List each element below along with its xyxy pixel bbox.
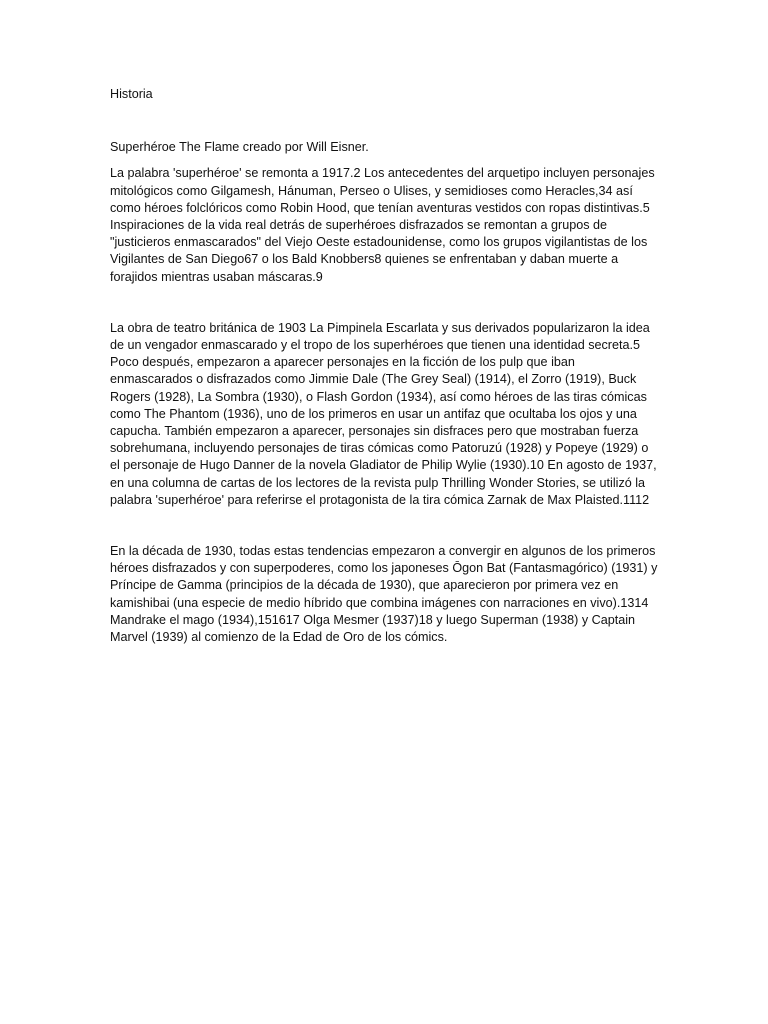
document-body xyxy=(110,86,658,646)
section-heading: Historia xyxy=(110,87,153,101)
paragraph-3: En la década de 1930, todas estas tendencias empezaron a convergir en algunos de los primeros héroes disfrazados y con superpoderes, como los japoneses Ōgon Bat (Fantasmagórico) (1931) y Príncipe de Gamma (principios de la década de 1930), que aparecieron por primera vez en kamishibai (una especie de medio híbrido que combina imágenes con narraciones en vivo).1314 Mandrake el mago (1934),151617 Olga Mesmer (1937)18 y luego Superman (1938) y Captain Marvel (1939) al comienzo de la Edad de Oro de los cómics. xyxy=(110,544,658,645)
paragraph-1: La palabra 'superhéroe' se remonta a 1917.2 Los antecedentes del arquetipo incluyen personajes mitológicos como Gilgamesh, Hánuman, Perseo o Ulises, y semidioses como Heracles,34 así como héroes folclóricos como Robin Hood, que tenían aventuras vestidos con ropas distintivas.5 Inspiraciones de la vida real detrás de superhéroes disfrazados se remontan a grupos de "justicieros enmascarados" del Viejo Oeste estadounidense, como los grupos vigilantistas de los Vigilantes de San Diego67 o los Bald Knobbers8 quienes se enfrentaban y daban muerte a forajidos mientras usaban máscaras.9 xyxy=(110,166,655,284)
paragraph-2: La obra de teatro británica de 1903 La Pimpinela Escarlata y sus derivados popularizaron la idea de un vengador enmascarado y el tropo de los superhéroes que tienen una identidad secreta.5 Poco después, empezaron a aparecer personajes en la ficción de los pulp que iban enmascarados o disfrazados como Jimmie Dale (The Grey Seal) (1914), el Zorro (1919), Buck Rogers (1928), La Sombra (1930), o Flash Gordon (1934), así como héroes de las tiras cómicas como The Phantom (1936), uno de los primeros en usar un antifaz que ocultaba los ojos y una capucha. También empezaron a aparecer, personajes sin disfraces pero que mostraban fuerza sobrehumana, incluyendo personajes de tiras cómicas como Patoruzú (1928) y Popeye (1929) o el personaje de Hugo Danner de la novela Gladiator de Philip Wylie (1930).10 En agosto de 1937, en una columna de cartas de los lectores de la revista pulp Thrilling Wonder Stories, se utilizó la palabra 'superhéroe' para referirse el protagonista de la tira cómica Zarnak de Max Plaisted.1112 xyxy=(110,320,657,507)
image-caption: Superhéroe The Flame creado por Will Eisner. xyxy=(110,140,369,155)
